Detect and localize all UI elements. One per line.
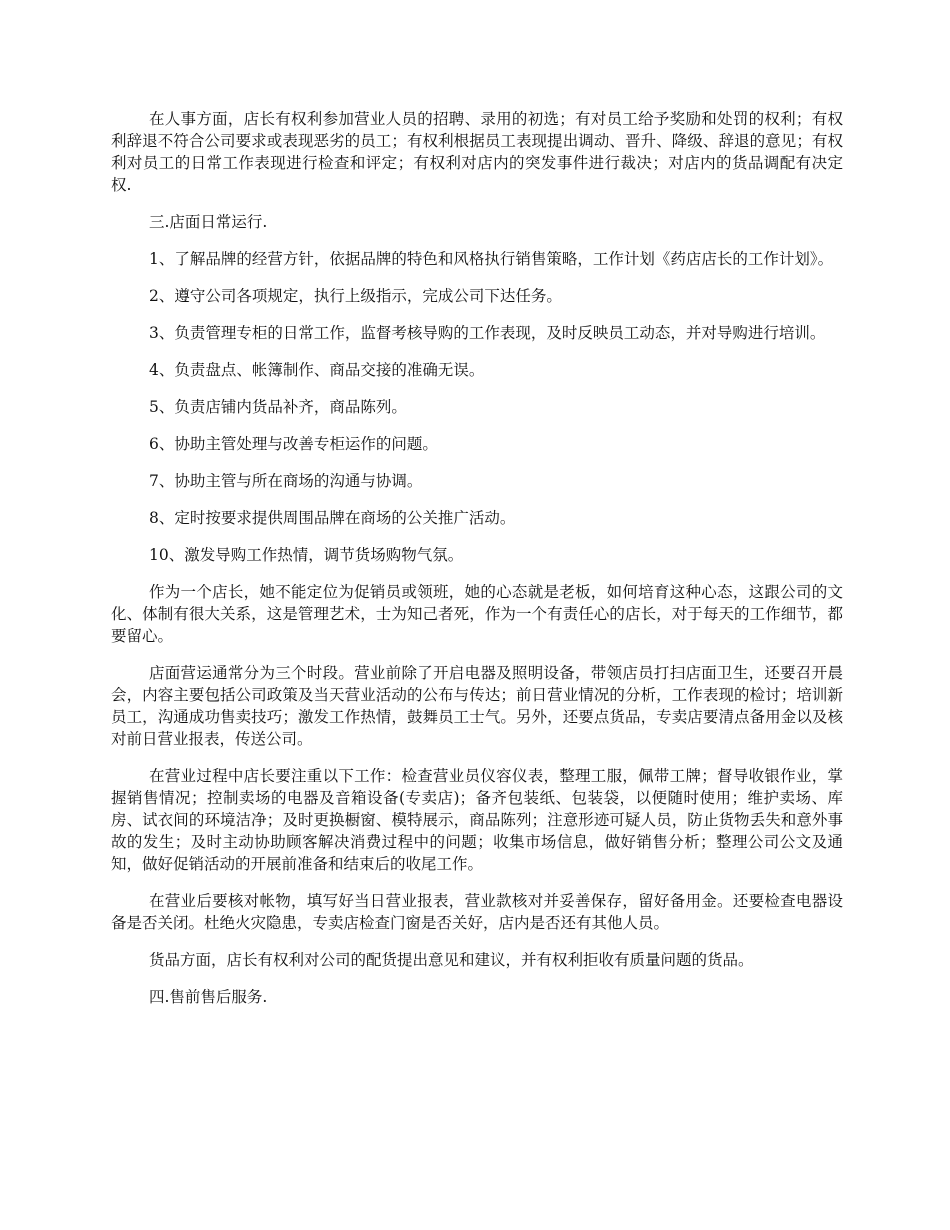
list-item-10: 10、激发导购工作热情，调节货场购物气氛。 <box>149 546 464 564</box>
paragraph-pre-opening: 店面营运通常分为三个时段。营业前除了开启电器及照明设备，带领店员打扫店面卫生，还要召开晨会，内容主要包括公司政策及当天营业活动的公布与传达；前日营业情况的分析，工作表现的检讨；培训新员工，沟通成功售卖技巧；激发工作热情，鼓舞员工士气。另外，还要点货品，专卖店要清点备用金以及核对前日营业报表，传送公司。 <box>111 664 843 748</box>
paragraph-goods-rights: 货品方面，店长有权利对公司的配货提出意见和建议，并有权利拒收有质量问题的货品。 <box>149 951 754 969</box>
list-item-5: 5、负责店铺内货品补齐，商品陈列。 <box>149 398 407 416</box>
section-heading-store-daily-operation: 三.店面日常运行. <box>149 213 268 231</box>
list-item-6: 6、协助主管处理与改善专柜运作的问题。 <box>149 435 438 453</box>
list-item-8: 8、定时按要求提供周围品牌在商场的公关推广活动。 <box>149 509 516 527</box>
section-heading-pre-after-sales-service: 四.售前售后服务. <box>149 988 268 1006</box>
paragraph-manager-mindset: 作为一个店长，她不能定位为促销员或领班，她的心态就是老板，如何培育这种心态，这跟公司的文化、体制有很大关系，这是管理艺术，士为知己者死，作为一个有责任心的店长，对于每天的工作细节，都要留心。 <box>111 583 843 645</box>
list-item-4: 4、负责盘点、帐簿制作、商品交接的准确无误。 <box>149 361 485 379</box>
list-item-2: 2、遵守公司各项规定，执行上级指示，完成公司下达任务。 <box>149 287 562 305</box>
paragraph-personnel-rights: 在人事方面，店长有权利参加营业人员的招聘、录用的初选；有对员工给予奖励和处罚的权利；有权利辞退不符合公司要求或表现恶劣的员工；有权利根据员工表现提出调动、晋升、降级、辞退的意见；有权利对员工的日常工作表现进行检查和评定；有权利对店内的突发事件进行裁决；对店内的货品调配有决定权. <box>111 110 843 194</box>
list-item-3: 3、负责管理专柜的日常工作，监督考核导购的工作表现，及时反映员工动态，并对导购进行培训。 <box>149 324 826 342</box>
list-item-1: 1、了解品牌的经营方针，依据品牌的特色和风格执行销售策略，工作计划《药店店长的工作计划》。 <box>149 250 834 268</box>
paragraph-during-business: 在营业过程中店长要注重以下工作：检查营业员仪容仪表，整理工服，佩带工牌；督导收银作业，掌握销售情况；控制卖场的电器及音箱设备(专卖店)；备齐包装纸、包装袋，以便随时使用；维护卖场、库房、试衣间的环境洁净；及时更换橱窗、模特展示，商品陈列；注意形迹可疑人员，防止货物丢失和意外事故的发生；及时主动协助顾客解决消费过程中的问题；收集市场信息，做好销售分析；整理公司公文及通知，做好促销活动的开展前准备和结束后的收尾工作。 <box>111 767 843 873</box>
document-body <box>111 108 843 1008</box>
list-item-7: 7、协助主管与所在商场的沟通与协调。 <box>149 472 423 490</box>
paragraph-after-business: 在营业后要核对帐物，填写好当日营业报表，营业款核对并妥善保存，留好备用金。还要检查电器设备是否关闭。杜绝火灾隐患，专卖店检查门窗是否关好，店内是否还有其他人员。 <box>111 892 843 932</box>
